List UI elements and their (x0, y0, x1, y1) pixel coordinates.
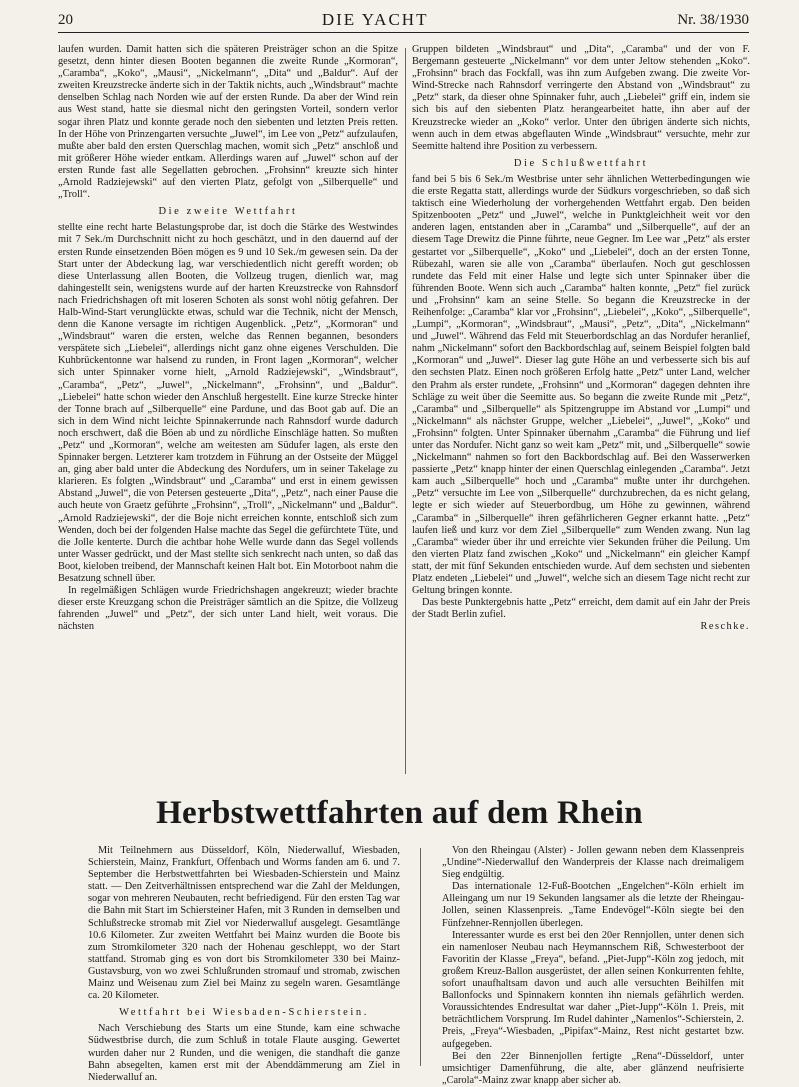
rhein-column-right (442, 845, 744, 1086)
paragraph: Von den Rheingau (Alster) - Jollen gewann neben dem Klassenpreis „Undine“-Niederwalluf den Wanderpreis der Klasse nach dreimaligem Sieg endgültig. (442, 845, 744, 881)
paragraph: laufen wurden. Damit hatten sich die späteren Preisträger schon an die Spitze gesetzt, denn hinter diesen Booten begannen die zweite Runde „Kormoran“, „Caramba“, „Koko“, „Mausi“, „Nickelmann“, „Dita“ und „Baldur“. Auf der zweiten Kreuzstrecke änderte sich in der Taktik nichts, auch „Windsbraut“ machte denselben Schlag nach Norden wie auf der ersten Runde. Da aber der Wind rein aus West stand, hatte sie diesmal nicht den geringsten Vorteil, sondern verlor sogar ihren Platz und konnte gerade noch den siebenten und letzten Preis retten. In der Höhe von Prinzengarten versuchte „Juwel“, im Lee von „Petz“ aufzulaufen, mußte aber bald den ersten Querschlag machen, womit sich „Petz“ anschloß und mit größerer Höhe wieder entkam. Allerdings waren auf „Juwel“ schon auf der ersten Runde fast alle Segellatten gebrochen. „Frohsinn“ kreuzte sich hinter „Arnold Radziejewski“ auf den vierten Platz, gefolgt von „Silberquelle“ und „Troll“. (58, 44, 398, 201)
paragraph: Das internationale 12-Fuß-Bootchen „Engelchen“-Köln erhielt im Alleingang um nur 19 Sekunden langsamer als die letzte der Rheingau-Jollen, seinen Klassenpreis. „Tame Endevögel“-Köln siegte bei den Fünfzehner-Rennjollen überlegen. (442, 881, 744, 929)
article-headline: Herbstwettfahrten auf dem Rhein (156, 795, 643, 831)
paragraph: fand bei 5 bis 6 Sek./m Westbrise unter sehr ähnlichen Wetterbedingungen wie die erste Regatta statt, allerdings wurde der Südkurs vorgeschrieben, so daß sich taktisch eine Wiederholung der vorhergehenden Wettfahrt ergab. Den beiden Spitzenbooten „Petz“ und „Juwel“, welche in Punktgleichheit weit vor den anderen lagen, entstanden aber in „Caramba“ und „Silberquelle“, auf der an diesem Tage Drewitz die Pinne führte, neue Gegner. Im Lee war „Petz“ als erster gestartet vor „Silberquelle“, „Koko“ und „Liebelei“, doch an der ersten Tonne, Rübezahl, waren sie alle von „Caramba“ überlaufen. Noch gut geschlossen rundete das Feld mit einer Halse und legte sich unter Spinnaker über die führenden Boote. Wenn sich auch „Caramba“ halten konnte, „Petz“ fiel zurück und „Frohsinn“ kam an seine Stelle. So begann die Kreuzstrecke in der Reihenfolge: „Caramba“ klar vor „Frohsinn“, „Liebelei“, „Koko“, „Silberquelle“, „Lumpi“, „Kormoran“, „Windsbraut“, „Mausi“, „Petz“, „Dita“, „Nickelmann“ und „Juwel“. Während das Feld mit Steuerbordschlag an das Nordufer heranlief, nahm „Nickelmann“ sofort den Backbordschlag auf, seinem Beispiel folgten bald „Kormoran“ und „Juwel“. Dieser lag gute Höhe an und verbesserte sich bis auf den sechsten Platz. Einen noch größeren Erfolg hatte „Petz“ unter Land, welcher den Prahm als erster rundete, „Frohsinn“ und „Kormoran“ dagegen dehnten ihre Schläge zu weit über die Seemitte aus. So begann die zweite Runde mit „Petz“, „Caramba“ und „Silberquelle“ als Spitzengruppe im Abstand vor „Lumpi“ und „Nickelmann“ als nächster Gruppe, welcher „Liebelei“, „Juwel“, „Koko“ und „Frohsinn“ folgten. Unter Spinnaker übernahm „Caramba“ die Führung und lief unter das Nordufer. Nicht ganz so weit kam „Petz“ mit, und „Silberquelle“ sowie „Nickelmann“ nahmen so fort den Backbordschlag auf. Bei den Wasserwerken passierte „Petz“ knapp hinter der einen Querschlag einlegenden „Caramba“. Jetzt kam auch „Silberquelle“ hoch und „Caramba“ mußte unter ihr durchgehen. „Petz“ versuchte im Lee von „Silberquelle“ durchzubrechen, da es nicht gelang, legte er sich wieder auf Steuerbordbug, um Höhe zu gewinnen, während „Caramba“ in „Silberquelle“ ihren gefährlicheren Gegner erkannt hatte. „Petz“ laufen ließ und kurz vor dem Ziel „Silberquelle“ zum Wenden zwang. Nun lag „Caramba“ wieder über ihr und erreichte vier Sekunden früher die Peilung. Um den vierten Platz fand zwischen „Koko“ und „Nickelmann“ ein gleicher Kampf statt, der mit fünf Sekunden entschieden wurde. Auf dem sechsten und siebenten Platz endeten „Liebelei“ und „Juwel“, welche sich an diesem Tage nicht recht zur Geltung bringen konnte. (412, 173, 750, 597)
section-heading: Wettfahrt bei Wiesbaden-Schierstein. (119, 1007, 369, 1019)
paragraph: In regelmäßigen Schlägen wurde Friedrichshagen angekreuzt; wieder brachte dieser erste Kreuzgang schon die Preisträger sämtlich an die Spitze, die Vollzeug fahrenden „Juwel“ und „Petz“, der sich unter Land hielt, weit voraus. Die nächsten (58, 585, 398, 633)
paragraph: Mit Teilnehmern aus Düsseldorf, Köln, Niederwalluf, Wiesbaden, Schierstein, Mainz, Frankfurt, Offenbach und Worms fanden am 6. und 7. September die Herbstwettfahrten bei Wiesbaden-Schierstein und Mainz statt. — Den Zeitverhältnissen entsprechend war die Zahl der Meldungen, sogar von mehreren Neubauten, recht befriedigend. Für den ersten Tag war die Bahn mit Start im Schiersteiner Hafen, mit 3 Runden in demselben und Schlußstrecke stromab mit Ziel vor Niederwalluf ausgelegt. Gesamtlänge 10.6 Kilometer. Zur zweiten Wettfahrt bei Mainz wurden die Boote bis zum Stromkilometer 320 nach der Hohenau geschleppt, wo der Start stattfand. Stromab ging es von dort bis Stromkilometer 330 bei Mainz-Gustavsburg, von wo zwei Schlußrunden stromauf und stromab, zwischen Mainz und Weisenau zum Ziel bei Mainz zu segeln waren. Gesamtlänge ca. 20 Kilometer. (88, 845, 400, 1002)
section-heading: Die Schlußwettfahrt (513, 157, 649, 169)
paragraph: Interessanter wurde es erst bei den 20er Rennjollen, unter denen sich ein namenloser Neubau nach Heymannschem Riß, Schwesterboot der Favoritin der Klasse „Freya“, befand. „Piet-Jupp“-Köln zog jedoch, mit großem Kreuz-Ballon ausgerüstet, der allen seinen Konkurrenten fehlte, sofort unaufhaltsam davon und auch alle versuchten Beihilfen mit Ballonfocks und Spinnakern konnten ihn niemals gefährlich werden. Voraussichtendes Endresultat war daher „Piet-Jupp“-Köln 1. Preis, mit beträchtlichem Vorsprung. Im Rudel dahinter „Namenlos“-Schierstein, 2. Preis, „Freya“-Wiesbaden, „Pipifax“-Mainz, Rest nicht gestartet bzw. aufgegeben. (442, 929, 744, 1050)
column-divider (420, 848, 421, 1066)
page-header (58, 8, 749, 33)
paragraph: Bei den 22er Binnenjollen fertigte „Rena“-Düsseldorf, unter umsichtiger Damenführung, die alte, aber glänzend neufrisierte „Carola“-Mainz zwar knapp aber sicher ab. (442, 1050, 744, 1086)
section-heading: Die zweite Wettfahrt (158, 206, 298, 218)
page-number: 20 (58, 11, 73, 28)
column-divider (405, 48, 406, 774)
paragraph: Gruppen bildeten „Windsbraut“ und „Dita“, „Caramba“ und der von F. Bergemann gesteuerte „Nickelmann“ vor dem unter Jeltow stehenden „Koko“. „Frohsinn“ brach das Fockfall, was ihn zum Aufgeben zwang. Die zweite Vor-Wind-Strecke nach Rahnsdorf verringerte den Abstand von „Windsbraut“ zu „Petz“ stark, da dieser ohne Spinnaker fuhr, auch „Liebelei“ griff ein, indem sie sich bis auf den siebenten Platz herangearbeitet hatte, ihn aber auf der Kreuzstrecke wieder an „Koko“ verlor. Unter den übrigen änderte sich nichts, wenn auch in dem etwas abgeflauten Winde „Windsbraut“ versuchte, mehr zur Seemitte haltend ihre Position zu verbessern. (412, 44, 750, 152)
journal-title: DIE YACHT (321, 10, 429, 29)
paragraph: Nach Verschiebung des Starts um eine Stunde, kam eine schwache Südwestbrise durch, die zum Schluß in totale Flaute ausging. Gewertet wurden daher nur 2 Runden, und die wenigen, die standhaft die ganze Bahn absegelten, kamen erst mit der Abenddämmerung am Ziel in Niederwalluf an. (88, 1023, 400, 1083)
paragraph: stellte eine recht harte Belastungsprobe dar, ist doch die Stärke des Westwindes mit 7 Sek./m Durchschnitt nicht zu hoch geschätzt, und in den dauernd auf der ersten Runde einsetzenden Böen mögen es 9 und 10 Sek./m gewesen sein. Da der Start unter der Abdeckung lag, war verschiedentlich nicht gerefft worden; ob diese Unterlassung allen Booten, die Vollzeug trugen, dienlich war, mag dahingestellt sein, wenigstens wurde auf der harten Kreuzstrecke von Rahnsdorf nach Friedrichshagen oft mit loseren Schoten als sonst wohl nötig gefahren. Der Halb-Wind-Start verunglückte etwas, schuld war die Technik, nicht der Mensch, denn die Kanone versagte im richtigen Augenblick. „Petz“, „Kormoran“ und „Windsbraut“ waren die ersten, welche das Rennen begannen, besonders verspätete sich „Liebelei“, allerdings nicht ganz ohne eigenes Verschulden. Die Kuhbrückentonne war halsend zu runden, in Front lagen „Kormoran“, welcher sich unter Spinnaker vorne hielt, „Arnold Radziejewski“, „Windsbraut“, „Caramba“, „Petz“, „Juwel“, „Nickelmann“, „Frohsinn“, und „Baldur“. „Liebelei“ hatte schon wieder den Anschluß hergestellt. Eine kurze Strecke hinter der Tonne brach auf „Silberquelle“ eine Pardune, und das Boot gab auf. Die an sich in dem Wind nicht leichte Spinnakerrunde nach Rahnsdorf wurde dadurch noch erschwert, daß die Böen ab und zu nördliche Einschläge hatten. So mußten „Petz“ und „Kormoran“, welche am weitesten am Südufer lagen, als erste den Spinnaker bergen. Letzterer kam trotzdem in Führung an der Ostseite der Müggel an, ging aber bald unter die Abdeckung des Nordufers, um in seiner Takelage zu klarieren. Es folgten „Windsbraut“ und „Caramba“ und erst in einem gewissen Abstand „Juwel“, die von Petersen gesteuerte „Dita“, „Petz“, nach einer Pause die auch heute von Graetz geführte „Frohsinn“, „Troll“, „Nickelmann“ und „Baldur“. „Arnold Radziejewski“, der die Boje nicht erreichen konnte, entschloß sich zum Wenden, doch bei der folgenden Halse machte das Segel die gefürchtete Tüte, und die Jolle kenterte. Durch die achtbar hohe Welle wurde dann das Segel vollends unter Wasser gedrückt, und der Mast stellte sich senkrecht nach unten, so daß das Boot, kieloben treibend, der Mannschaft keinen Halt bot. Ein Motorboot nahm die Besatzung schnell über. (58, 222, 398, 585)
rhein-column-left (88, 845, 400, 1083)
author-signature: Reschke. (700, 621, 750, 633)
issue-number: Nr. 38/1930 (677, 11, 749, 28)
article-column-left (58, 44, 398, 781)
article-column-right (412, 44, 750, 781)
paragraph: Das beste Punktergebnis hatte „Petz“ erreicht, dem damit auf ein Jahr der Preis der Stadt Berlin zufiel. (412, 597, 750, 621)
